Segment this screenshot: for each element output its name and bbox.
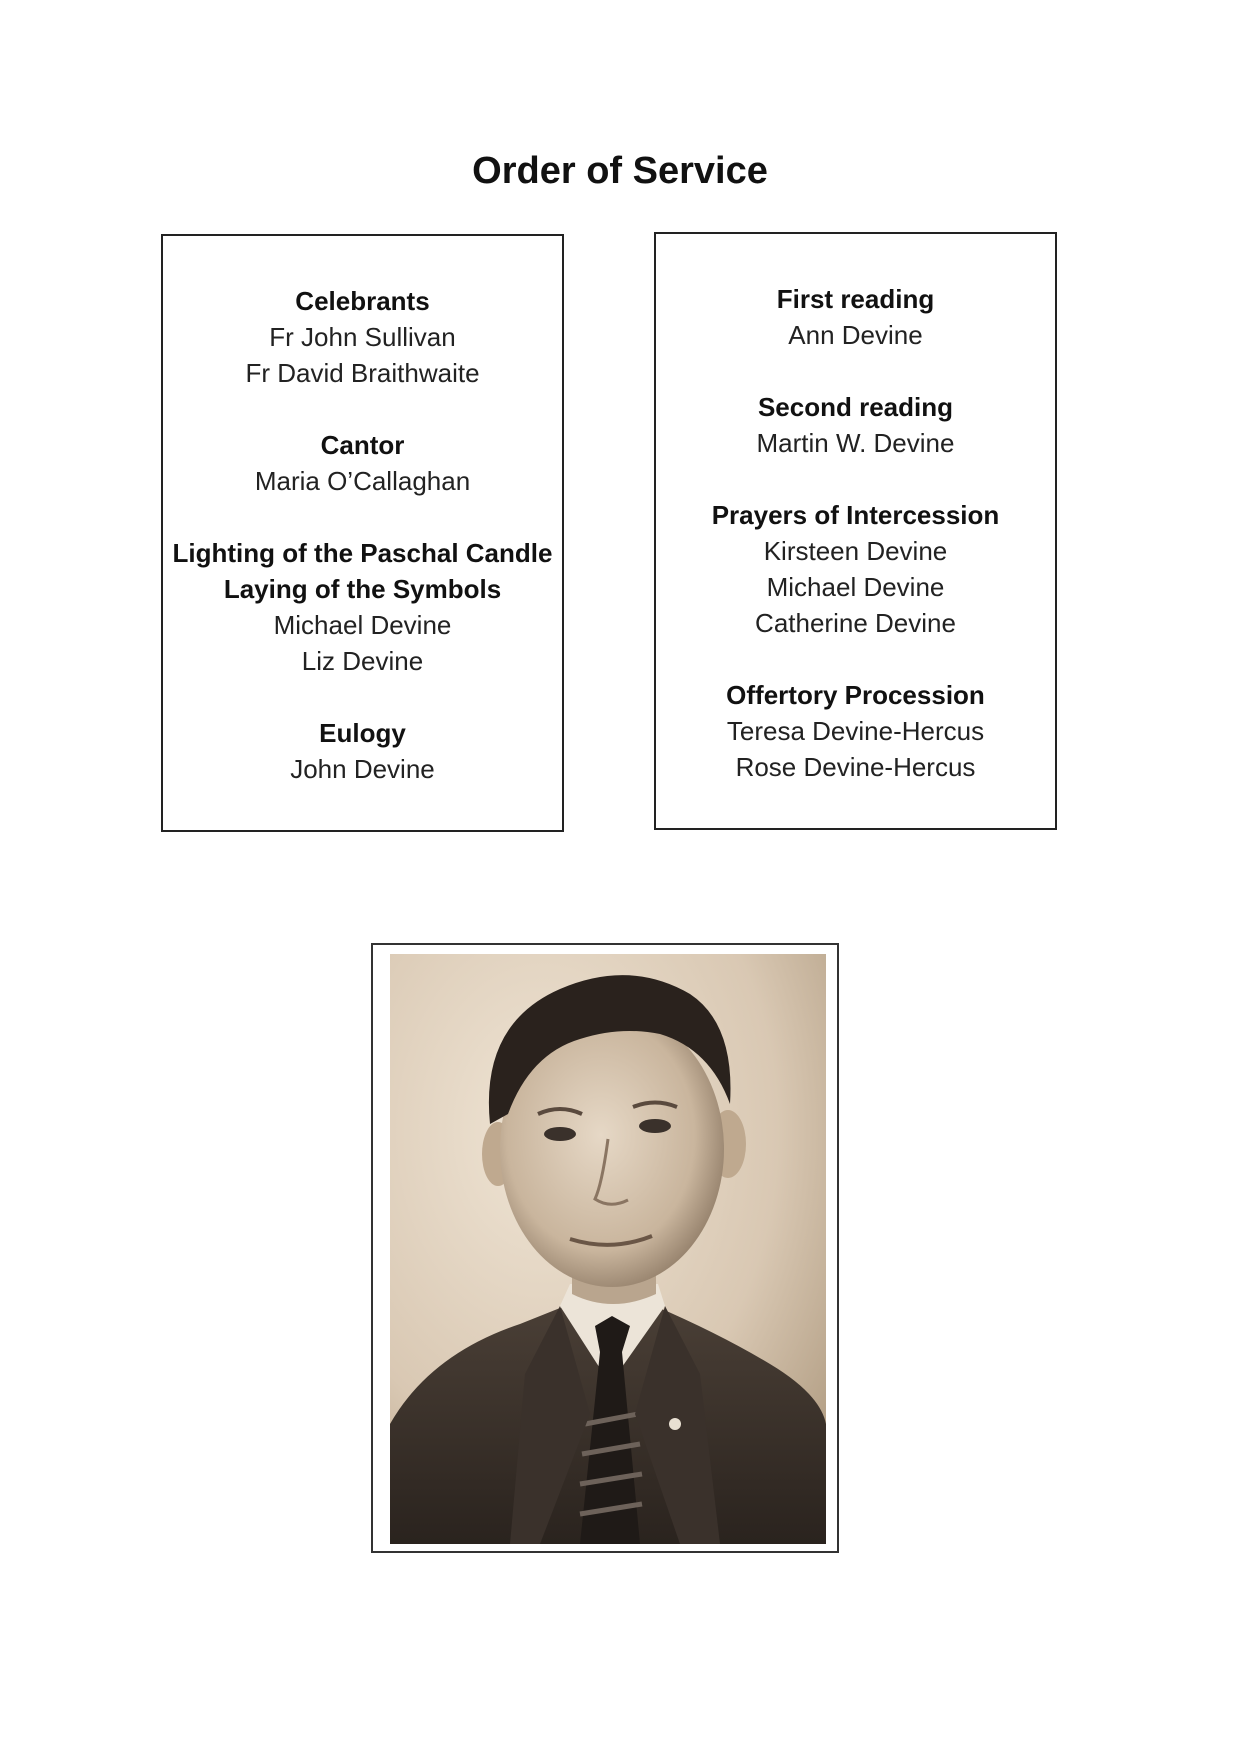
participant-name: Fr John Sullivan (269, 322, 456, 352)
participant-name: Maria O’Callaghan (254, 466, 471, 496)
participant-name: Catherine Devine (755, 608, 956, 638)
page-title: Order of Service (472, 150, 768, 192)
participant-name: Teresa Devine-Hercus (726, 716, 985, 746)
participant-name: Ann Devine (788, 320, 923, 350)
section-offertory-procession (656, 677, 1055, 785)
participant-name: Michael Devine (766, 572, 945, 602)
section-heading: Celebrants (295, 286, 430, 316)
portrait-frame (371, 943, 839, 1553)
section-heading: First reading (776, 284, 935, 314)
participants-panel-left (161, 234, 564, 832)
portrait-photo (390, 954, 826, 1544)
participant-name: Martin W. Devine (756, 428, 955, 458)
section-second-reading (656, 389, 1055, 461)
section-heading: Eulogy (319, 718, 406, 748)
section-heading: Second reading (757, 392, 954, 422)
section-prayers-of-intercession (656, 497, 1055, 641)
section-eulogy (163, 715, 562, 787)
section-heading: Lighting of the Paschal Candle (172, 538, 553, 568)
participant-name: Fr David Braithwaite (245, 358, 480, 388)
section-cantor (163, 427, 562, 499)
participant-name: Rose Devine-Hercus (735, 752, 976, 782)
section-paschal-candle (163, 535, 562, 679)
participant-name: Kirsteen Devine (763, 536, 948, 566)
section-heading: Prayers of Intercession (711, 500, 1000, 530)
section-first-reading (656, 281, 1055, 353)
participant-name: Michael Devine (273, 610, 452, 640)
participant-name: Liz Devine (301, 646, 424, 676)
participant-name: John Devine (290, 754, 435, 784)
section-heading: Cantor (320, 430, 405, 460)
section-heading: Offertory Procession (726, 680, 985, 710)
section-celebrants (163, 283, 562, 391)
portrait-illustration (390, 954, 826, 1544)
participants-panel-right (654, 232, 1057, 830)
section-heading: Laying of the Symbols (223, 574, 502, 604)
